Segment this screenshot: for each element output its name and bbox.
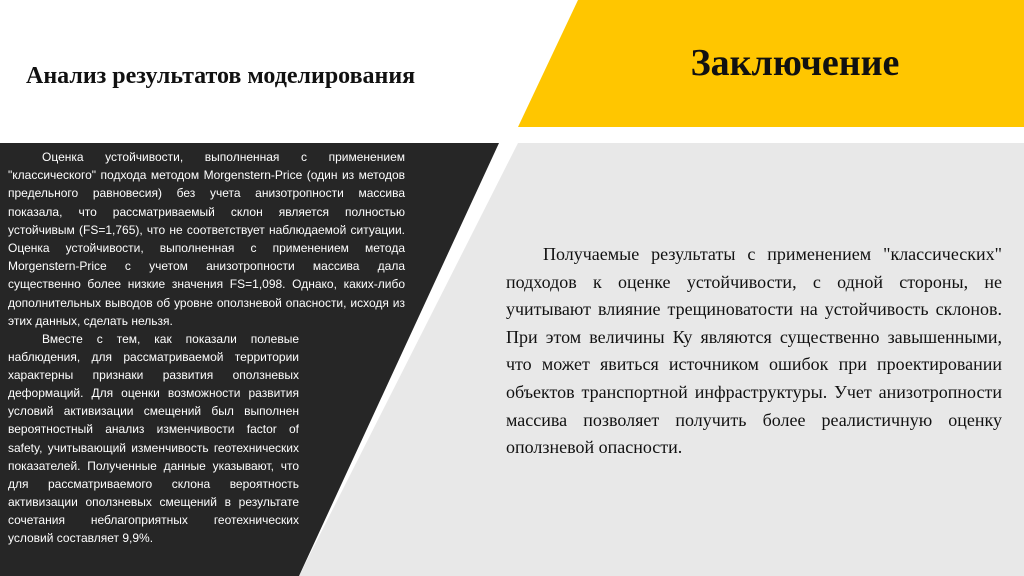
probabilistic-analysis-paragraph: Вместе с тем, как показали полевые наблюдения, для рассматриваемой территории характерны признаки развития оползневых деформаций. Для оценки возможности развития условий активизации смещений был выполнен вероятностный анализ изменчивости factor of safety, учитывающий изменчивость геотехнических показателей. Полученные данные указывают, что для рассматриваемого склона вероятность активизации оползневых смещений в результате сочетания неблагоприятных геотехнических условий составляет 9,9%. <box>8 332 299 546</box>
stability-assessment-paragraph: Оценка устойчивости, выполненная с применением "классического" подхода методом Morgenstern-Price (один из методов предельного равновесия) без учета анизотропности массива показала, что рассматриваемый склон является полностью устойчивым (FS=1,765), что не соответствует наблюдаемой ситуации. Оценка устойчивости, выполненная с применением метода Morgenstern-Price с учетом анизотропности массива дала существенно более низкие значения FS=1,098. Однако, каких-либо дополнительных выводов об уровне оползневой опасности, исходя из этих данных, сделать нельзя. <box>8 150 405 328</box>
analysis-title: Анализ результатов моделирования <box>26 63 416 89</box>
conclusion-title: Заключение <box>690 42 900 84</box>
conclusion-paragraph: Получаемые результаты с применением "классических" подходов к оценке устойчивости, с одной стороны, не учитывают влияние трещиноватости на устойчивость склонов. При этом величины Ку являются существенно завышенными, что может явиться источником ошибок при проектировании объектов транспортной инфраструктуры. Учет анизотропности массива позволяет получить более реалистичную оценку оползневой опасности. <box>506 244 1002 458</box>
